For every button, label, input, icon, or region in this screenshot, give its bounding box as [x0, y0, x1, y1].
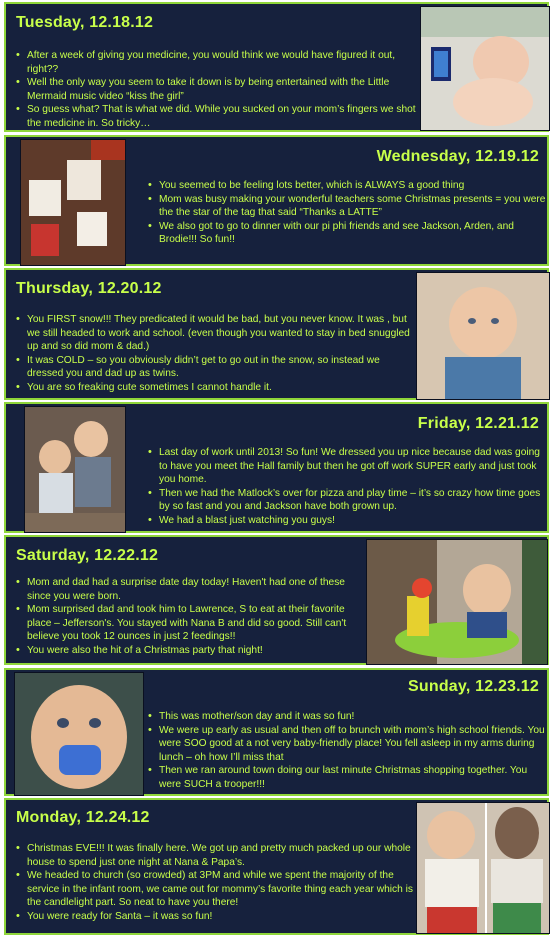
baby-christmas-photo: [416, 802, 550, 934]
bullet: • Then we ran around town doing our last minute Christmas shopping together. You were SUCH a trooper!!!: [148, 764, 546, 791]
bullet: • You are so freaking cute sometimes I cannot handle it.: [16, 381, 416, 395]
entry-bullets: [148, 446, 546, 528]
entry-date: Saturday, 12.22.12: [16, 547, 159, 564]
bullet: • Mom was busy making your wonderful teachers some Christmas presents = you were the the star of the tag that said “Thanks a LATTE”: [148, 193, 546, 220]
bullet: • We had a blast just watching you guys!: [148, 514, 546, 528]
bullet: • So guess what? That is what we did. While you sucked on your mom’s fingers we shot the medicine in. So tricky…: [16, 103, 416, 130]
entry-date: Monday, 12.24.12: [16, 809, 150, 826]
entry-date: Wednesday, 12.19.12: [376, 148, 539, 165]
entry-date: Friday, 12.21.12: [417, 415, 539, 432]
entry-bullets: [148, 710, 546, 792]
bullet: • Mom surprised dad and took him to Lawrence, S to eat at their favorite place – Jefferson's. You stayed with Nana B and did so good. Still can't believe you took 12 ounces in just 2 feedings!!: [16, 603, 366, 644]
bullet: • After a week of giving you medicine, you would think we would have figured it out, right??: [16, 49, 416, 76]
entry-bullets: [16, 49, 416, 131]
entry-wednesday: [4, 135, 549, 266]
entry-bullets: [16, 313, 416, 395]
baby-activity-photo: [366, 539, 548, 665]
baby-photo: [416, 272, 550, 400]
bullet: • Well the only way you seem to take it down is by being entertained with the Little Mermaid music video “kiss the girl”: [16, 76, 416, 103]
bullet: • This was mother/son day and it was so fun!: [148, 710, 546, 724]
bullet: • Then we had the Matlock’s over for pizza and play time – it’s so crazy how time goes by so fast and you and Jackson have both grown up.: [148, 487, 546, 514]
entry-monday: [4, 798, 549, 935]
bullet: • Mom and dad had a surprise date day today! Haven't had one of these since you were born.: [16, 576, 366, 603]
gift-tags-photo: [20, 139, 126, 266]
bullet: • It was COLD – so you obviously didn’t get to go out in the snow, so instead we dressed you and dad up as twins.: [16, 354, 416, 381]
bullet: • Last day of work until 2013! So fun! We dressed you up nice because dad was going to have you meet the Hall family but then he got off work SUPER early and just took you home.: [148, 446, 546, 487]
baby-teether-photo: [14, 672, 144, 796]
entry-tuesday: [4, 2, 549, 132]
entry-date: Tuesday, 12.18.12: [16, 14, 154, 31]
babies-photo: [24, 406, 126, 533]
bullet: • We headed to church (so crowded) at 3PM and while we spent the majority of the service in the infant room, we came out for mommy’s favorite thing each year which is the candlelight part. So neat to have you there!: [16, 869, 416, 910]
bullet: • You were ready for Santa – it was so fun!: [16, 910, 416, 924]
bullet: • We were up early as usual and then off to brunch with mom’s high school friends. You were SOO good at a not very baby-friendly place! You fell asleep in my arms during lunch – oh how I’ll miss that: [148, 724, 546, 765]
entry-sunday: [4, 668, 549, 796]
entry-date: Thursday, 12.20.12: [16, 280, 162, 297]
bullet: • You seemed to be feeling lots better, which is ALWAYS a good thing: [148, 179, 546, 193]
entry-saturday: [4, 535, 549, 665]
bullet: • You FIRST snow!!! They predicated it would be bad, but you never know. It was , but we still headed to work and school. (even though you wanted to stay in bed snuggled up and so did mom & dad.): [16, 313, 416, 354]
baby-photo: [420, 6, 550, 131]
entry-bullets: [16, 842, 416, 924]
entry-bullets: [16, 576, 366, 658]
entry-date: Sunday, 12.23.12: [408, 678, 539, 695]
bullet: • We also got to go to dinner with our pi phi friends and see Jackson, Arden, and Brodie!!! So fun!!: [148, 220, 546, 247]
entry-friday: [4, 402, 549, 533]
entry-bullets: [148, 179, 546, 247]
bullet: • You were also the hit of a Christmas party that night!: [16, 644, 366, 658]
entry-thursday: [4, 268, 549, 400]
bullet: • Christmas EVE!!! It was finally here. We got up and pretty much packed up our whole house to spend just one night at Nana & Papa’s.: [16, 842, 416, 869]
